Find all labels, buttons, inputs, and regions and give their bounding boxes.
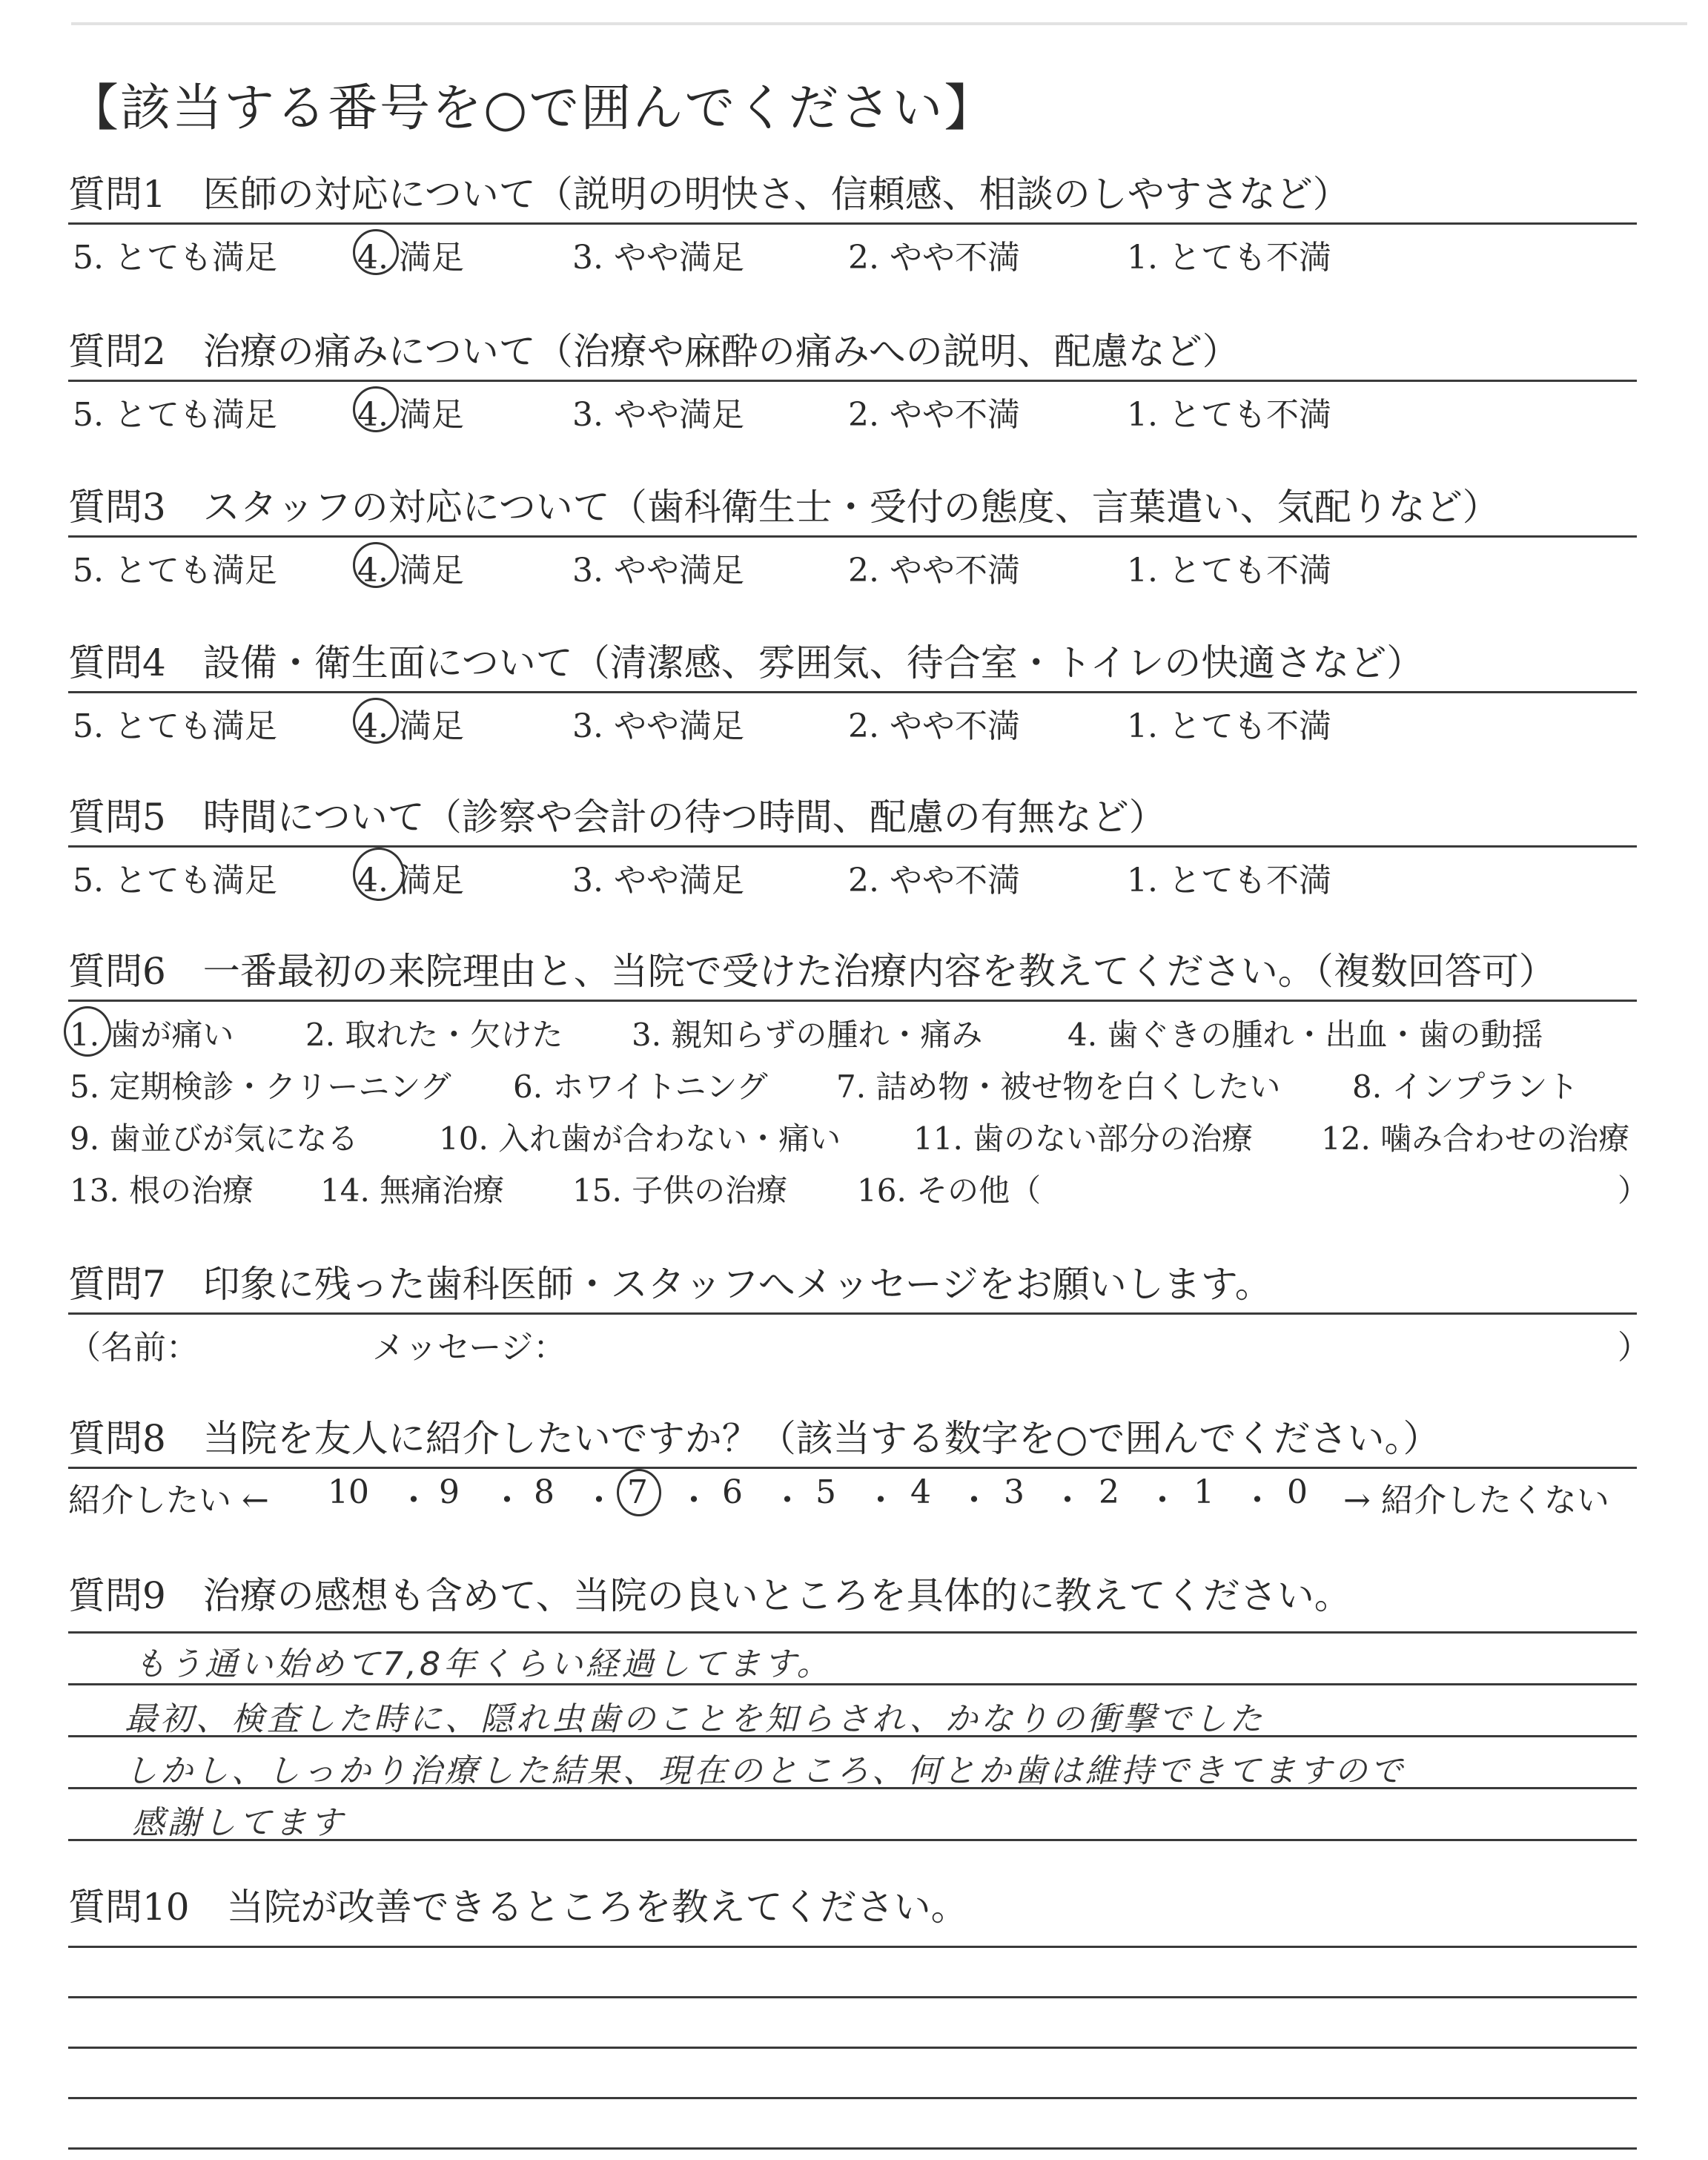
- scale-1[interactable]: 1: [1194, 1473, 1214, 1511]
- option-2[interactable]: 2. やや不満: [848, 552, 1020, 589]
- scale-6[interactable]: 6: [722, 1473, 743, 1511]
- divider: [68, 845, 1637, 848]
- divider: [68, 1312, 1637, 1315]
- option-3[interactable]: 3. やや満足: [572, 239, 744, 277]
- question-9: [68, 1572, 1637, 1619]
- question-8: [68, 1415, 1637, 1519]
- handwritten-answer-line-2: 最初、検査した時に、隠れ虫歯のことを知らされ、かなりの衝撃でした: [125, 1700, 1265, 1738]
- option-5[interactable]: 5. とても満足: [73, 552, 277, 589]
- question-1-options: [68, 228, 1637, 277]
- scale-7[interactable]: 7: [627, 1473, 648, 1511]
- reason-option-12[interactable]: 12. 噛み合わせの治療: [1321, 1120, 1630, 1157]
- answer-line: [68, 1631, 1637, 1634]
- scale-3[interactable]: 3: [1004, 1473, 1025, 1511]
- reason-option-1[interactable]: 1. 歯が痛い: [70, 1017, 234, 1053]
- scale-2[interactable]: 2: [1099, 1473, 1119, 1511]
- option-1[interactable]: 1. とても不満: [1127, 396, 1331, 434]
- question-5-options: [68, 851, 1637, 899]
- answer-line: [68, 2047, 1637, 2049]
- scale-8[interactable]: 8: [534, 1473, 555, 1511]
- scale-0[interactable]: 0: [1287, 1473, 1308, 1511]
- scale-dot: ・: [583, 1482, 615, 1519]
- scale-dot: ・: [678, 1482, 710, 1519]
- reason-option-16[interactable]: 16. その他（: [857, 1172, 1042, 1209]
- question-10-label: 質問10 当院が改善できるところを教えてください。: [68, 1886, 968, 1929]
- handwritten-answer-line-4: 感謝してます: [132, 1804, 345, 1842]
- scale-dot: ・: [1241, 1482, 1274, 1519]
- scale-9[interactable]: 9: [439, 1473, 460, 1511]
- option-1[interactable]: 1. とても不満: [1127, 707, 1331, 745]
- scale-4[interactable]: 4: [910, 1473, 931, 1511]
- divider: [68, 535, 1637, 538]
- question-7-label: 質問7 印象に残った歯科医師・スタッフへメッセージをお願いします。: [68, 1263, 1272, 1306]
- reason-option-7[interactable]: 7. 詰め物・被せ物を白くしたい: [836, 1069, 1281, 1105]
- question-1-label: 質問1 医師の対応について（説明の明快さ、信頼感、相談のしやすさなど）: [68, 173, 1350, 216]
- option-5[interactable]: 5. とても満足: [73, 396, 277, 434]
- option-3[interactable]: 3. やや満足: [572, 862, 744, 899]
- question-4-options: [68, 696, 1637, 745]
- question-2-label: 質問2 治療の痛みについて（治療や麻酔の痛みへの説明、配慮など）: [68, 330, 1239, 373]
- handwritten-answer-line-3: しかし、しっかり治療した結果、現在のところ、何とか歯は維持できてますので: [125, 1752, 1406, 1790]
- reason-option-11[interactable]: 11. 歯のない部分の治療: [913, 1120, 1254, 1157]
- reason-option-8[interactable]: 8. インプラント: [1352, 1069, 1579, 1105]
- question-5: [68, 793, 1637, 899]
- option-5[interactable]: 5. とても満足: [73, 239, 277, 277]
- selection-circle: [353, 542, 399, 588]
- option-4[interactable]: 4. 満足: [357, 707, 464, 745]
- option-4[interactable]: 4. 満足: [357, 552, 464, 589]
- answer-line: [68, 1996, 1637, 1998]
- option-2[interactable]: 2. やや不満: [848, 239, 1020, 277]
- selection-circle: [617, 1469, 661, 1516]
- question-9-label: 質問9 治療の感想も含めて、当院の良いところを具体的に教えてください。: [68, 1574, 1351, 1617]
- scale-5[interactable]: 5: [815, 1473, 836, 1511]
- option-4[interactable]: 4. 満足: [357, 239, 464, 277]
- question-7: [68, 1261, 1650, 1367]
- option-3[interactable]: 3. やや満足: [572, 396, 744, 434]
- option-3[interactable]: 3. やや満足: [572, 707, 744, 745]
- reason-option-5[interactable]: 5. 定期検診・クリーニング: [70, 1069, 451, 1105]
- question-10: [68, 1883, 1637, 1931]
- divider: [68, 380, 1637, 382]
- scale-dot: ・: [1051, 1482, 1084, 1519]
- scale-dot: ・: [491, 1482, 523, 1519]
- reason-option-14[interactable]: 14. 無痛治療: [320, 1172, 505, 1209]
- question-7-fields: [68, 1318, 1650, 1367]
- scale-dot: ・: [864, 1482, 897, 1519]
- reason-option-2[interactable]: 2. 取れた・欠けた: [305, 1017, 563, 1053]
- selection-circle: [353, 386, 399, 432]
- option-4[interactable]: 4. 満足: [357, 396, 464, 434]
- question-6-label: 質問6 一番最初の来院理由と、当院で受けた治療内容を教えてください。（複数回答可）: [68, 950, 1556, 993]
- question-3-options: [68, 541, 1637, 589]
- option-5[interactable]: 5. とても満足: [73, 707, 277, 745]
- question-1: [68, 171, 1637, 277]
- reason-option-6[interactable]: 6. ホワイトニング: [513, 1069, 768, 1105]
- scale-dot: ・: [397, 1482, 430, 1519]
- question-6: [68, 948, 1649, 1224]
- reason-option-4[interactable]: 4. 歯ぐきの腫れ・出血・歯の動揺: [1068, 1017, 1543, 1053]
- recommend-left-label: 紹介したい ←: [68, 1482, 269, 1519]
- reason-option-9[interactable]: 9. 歯並びが気になる: [70, 1120, 359, 1157]
- divider: [68, 691, 1637, 693]
- message-label: メッセージ：: [372, 1329, 566, 1367]
- selection-circle: [64, 1006, 111, 1057]
- other-closing-paren: ）: [1618, 1172, 1649, 1209]
- reason-option-15[interactable]: 15. 子供の治療: [572, 1172, 788, 1209]
- option-1[interactable]: 1. とても不満: [1127, 239, 1331, 277]
- answer-line: [68, 2097, 1637, 2099]
- reason-option-13[interactable]: 13. 根の治療: [70, 1172, 254, 1209]
- question-4: [68, 639, 1637, 745]
- answer-line: [68, 2147, 1637, 2150]
- form-title: 【該当する番号を○で囲んでください】: [68, 79, 996, 138]
- reason-option-3[interactable]: 3. 親知らずの腫れ・痛み: [632, 1017, 983, 1053]
- question-2: [68, 328, 1637, 434]
- handwritten-answer-line-1: もう通い始めて7,8年くらい経過してます。: [133, 1645, 833, 1683]
- reason-option-10[interactable]: 10. 入れ歯が合わない・痛い: [439, 1120, 841, 1157]
- option-3[interactable]: 3. やや満足: [572, 552, 744, 589]
- question-4-label: 質問4 設備・衛生面について（清潔感、雰囲気、待合室・トイレの快適さなど）: [68, 641, 1424, 684]
- recommend-scale: [68, 1469, 1637, 1519]
- option-4[interactable]: 4. 満足: [357, 862, 464, 899]
- option-2[interactable]: 2. やや不満: [848, 396, 1020, 434]
- recommend-right-label: → 紹介したくない: [1343, 1482, 1609, 1519]
- selection-circle: [353, 848, 405, 901]
- divider: [68, 222, 1637, 225]
- option-1[interactable]: 1. とても不満: [1127, 862, 1331, 899]
- scale-dot: ・: [1146, 1482, 1179, 1519]
- scale-dot: ・: [958, 1482, 990, 1519]
- scale-dot: ・: [771, 1482, 804, 1519]
- question-2-options: [68, 385, 1637, 434]
- name-label: （名前：: [68, 1329, 199, 1367]
- scale-10[interactable]: 10: [328, 1473, 369, 1511]
- question-8-label: 質問8 当院を友人に紹介したいですか？（該当する数字を○で囲んでください。）: [68, 1417, 1440, 1460]
- selection-circle: [353, 229, 399, 275]
- question-3: [68, 483, 1637, 589]
- question-3-label: 質問3 スタッフの対応について（歯科衛生士・受付の態度、言葉遣い、気配りなど）: [68, 486, 1500, 529]
- option-2[interactable]: 2. やや不満: [848, 862, 1020, 899]
- option-1[interactable]: 1. とても不満: [1127, 552, 1331, 589]
- closing-paren: ）: [1618, 1329, 1650, 1367]
- question-6-options: [68, 1002, 1649, 1224]
- question-5-label: 質問5 時間について（診察や会計の待つ時間、配慮の有無など）: [68, 796, 1166, 839]
- option-5[interactable]: 5. とても満足: [73, 862, 277, 899]
- option-2[interactable]: 2. やや不満: [848, 707, 1020, 745]
- selection-circle: [353, 698, 399, 744]
- top-edge-rule: [71, 22, 1687, 25]
- answer-line: [68, 1946, 1637, 1948]
